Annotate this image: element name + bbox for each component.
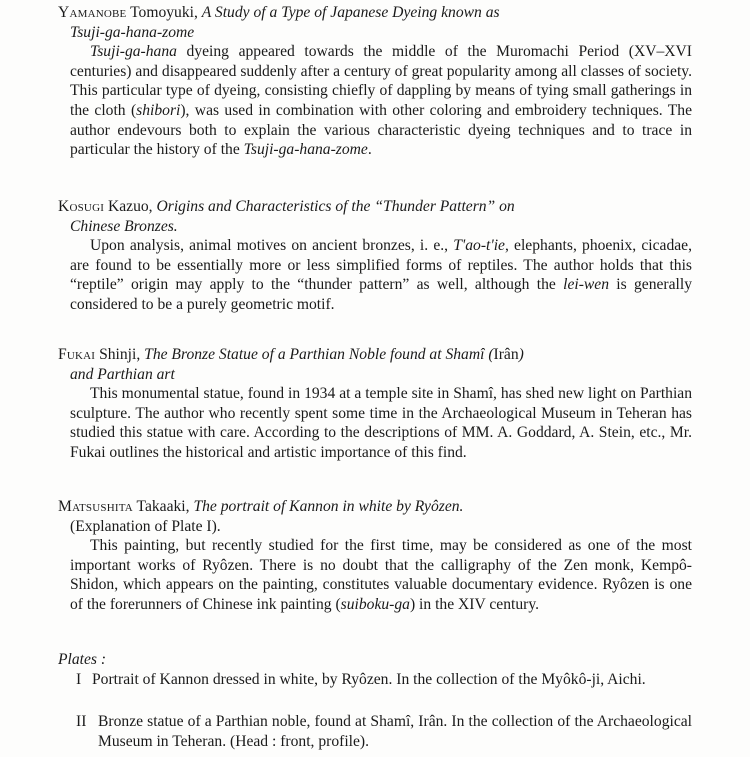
term-italic: Tsuji-ga-hana-zome (243, 141, 368, 159)
author-given-name: Tomoyuki, (126, 4, 202, 21)
entry-abstract: This painting, but recently studied for the first time, may be considered as one of the most important works of Ryôzen. There is no doubt that the calligraphy of the Zen monk, Kempô-Shidon, which appears on the painting, constitutes valuable documentary evidence. Ryôzen is one of the forerunners of Chinese ink painting (suiboku-ga) in the XIV century. (70, 537, 692, 613)
author-family-name: Matsushita (58, 498, 133, 515)
entry-heading (58, 345, 692, 384)
term-italic: T'ao-t'ie (453, 237, 505, 255)
article-title-continued: Chinese Bronzes. (70, 217, 178, 235)
entry-yamanobe (58, 3, 692, 160)
entry-abstract: Upon analysis, animal motives on ancient bronzes, i. e., T'ao-t'ie, elephants, phoenix, cicadae, are found to be essentially more or less simplified forms of reptiles. The author holds that this “reptile” origin may apply to the “thunder pattern” as well, although the lei-wen is generally considered to be a purely geometric motif. (70, 237, 692, 313)
entry-heading (58, 3, 692, 42)
term-italic: shibori (136, 101, 181, 119)
plate-caption: Bronze statue of a Parthian noble, found at Shamî, Irân. In the collection of the Archaeological Museum in Teheran. (Head : front, profile). (98, 713, 692, 750)
plate-item (76, 670, 692, 690)
term-italic: lei-wen (563, 276, 610, 294)
author-given-name: Kazuo, (104, 198, 157, 215)
article-title-place: Irân (493, 346, 519, 363)
article-title: Origins and Characteristics of the “Thunder Pattern” on (156, 198, 515, 215)
article-title: The Bronze Statue of a Parthian Noble found at Shamî ( (144, 346, 494, 363)
entry-heading (58, 197, 692, 236)
entry-matsushita (58, 497, 692, 615)
article-title-paren: ) (518, 346, 524, 363)
entry-kosugi (58, 197, 692, 315)
article-subtitle: (Explanation of Plate I). (70, 517, 221, 535)
author-family-name: Fukai (58, 346, 96, 363)
entry-fukai (58, 345, 692, 463)
author-family-name: Kosugi (58, 198, 105, 215)
plate-item (76, 712, 692, 751)
plate-number: I (76, 671, 82, 688)
entry-abstract: Tsuji-ga-hana dyeing appeared towards the middle of the Muromachi Period (XV–XVI centuries) and disappeared suddenly after a century of great popularity among all classes of society. This particular type of dyeing, consisting chiefly of dappling by means of tying small gatherings in the cloth (shibori), was used in combination with other coloring and embroidery techniques. The author endevours both to explain the various characteristic dyeing techniques and to trace in particular the history of the Tsuji-ga-hana-zome. (70, 43, 692, 159)
author-family-name: Yamanobe (58, 4, 127, 21)
plates-heading: Plates : (58, 651, 107, 668)
entry-heading (58, 497, 692, 536)
plate-number: II (76, 713, 87, 730)
term-italic: Tsuji-ga-hana (90, 43, 177, 61)
article-title: The portrait of Kannon in white by Ryôzen. (193, 498, 464, 515)
article-title: A Study of a Type of Japanese Dyeing known as (201, 4, 500, 21)
article-title-continued: Tsuji-ga-hana-zome (70, 23, 195, 41)
author-given-name: Takaaki, (132, 498, 194, 515)
author-given-name: Shinji, (95, 346, 145, 363)
term-italic: suiboku-ga (340, 595, 410, 613)
article-title-continued: and Parthian art (70, 365, 175, 383)
plate-caption: Portrait of Kannon dressed in white, by Ryôzen. In the collection of the Myôkô-ji, Aichi. (92, 671, 646, 688)
entry-abstract: This monumental statue, found in 1934 at a temple site in Shamî, has shed new light on Parthian sculpture. The author who recently spent some time in the Archaeological Museum in Teheran has studied this statue with care. According to the descriptions of MM. A. Goddard, A. Stein, etc., Mr. Fukai outlines the historical and artistic importance of this find. (70, 385, 692, 461)
